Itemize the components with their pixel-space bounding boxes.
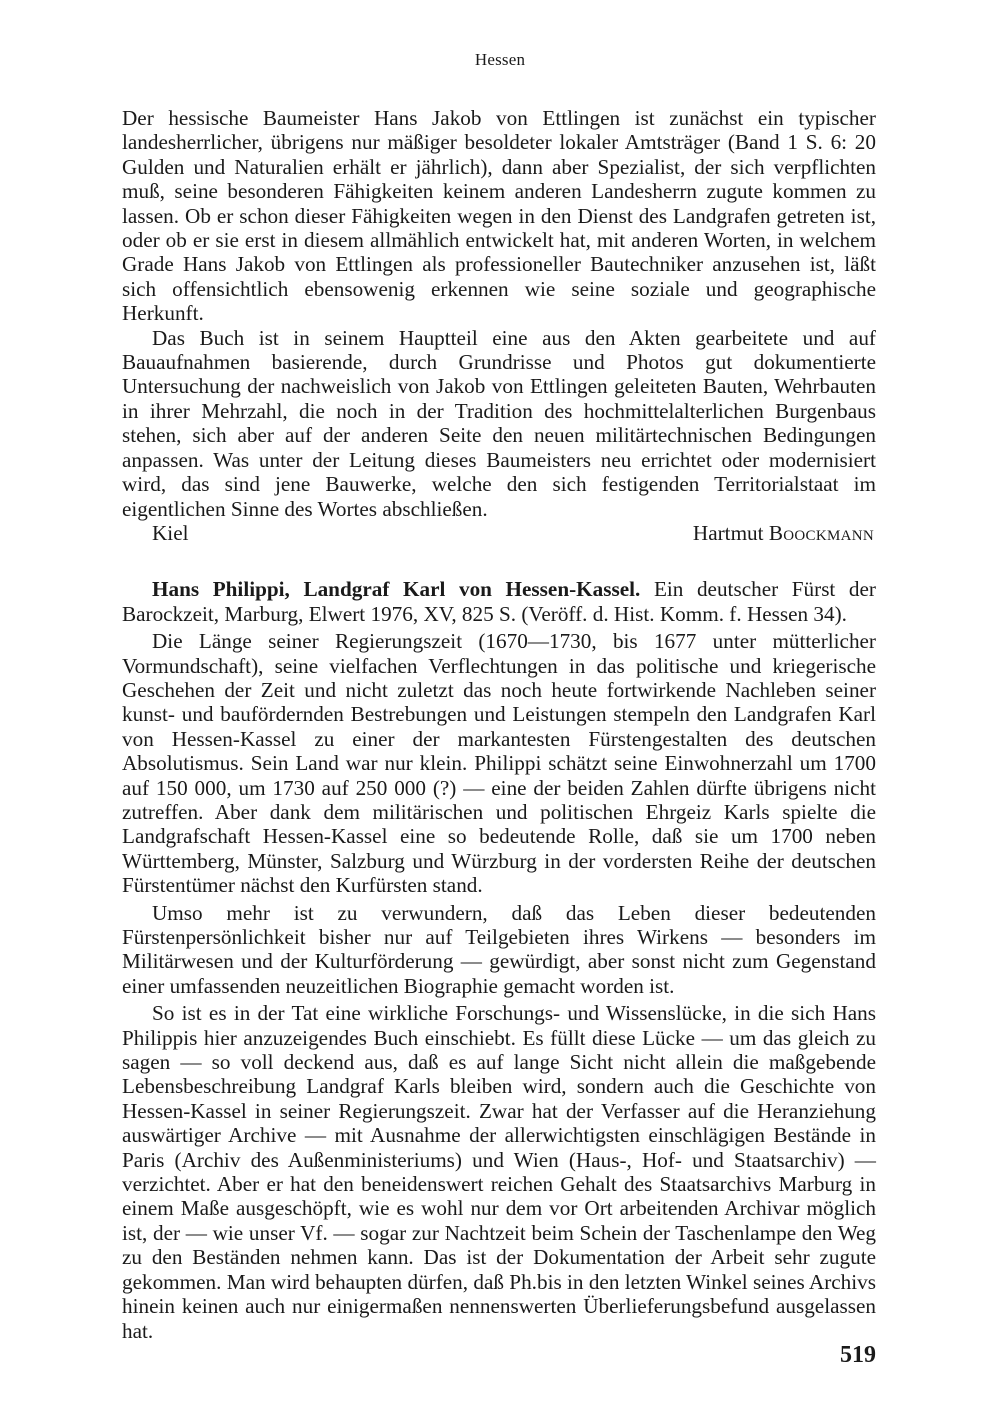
page-number: 519 [840,1342,876,1368]
book-citation: Ein deutscher Fürst der Barockzeit, Marburg, Elwert 1976, XV, 825 S. (Veröff. d. Hist. Komm. f. Hessen 34). [122,577,876,626]
review1-signature [122,521,876,545]
reviewer-name [693,521,874,545]
review2-paragraph-1: Die Länge seiner Regierungszeit (1670—1730, bis 1677 unter mütterlicher Vormundschaft), seine vielfachen Verflechtungen in das politische und kriegerische Geschehen der Zeit und nicht zuletzt das noch heute fortwirkende Nachleben seiner kunst- und baufördernden Bestrebungen und Leistungen stempeln den Landgrafen Karl von Hessen-Kassel zu einer der markantesten Fürstengestalten des deutschen Absolutismus. Sein Land war nur klein. Philippi schätzt seine Einwohnerzahl um 1700 auf 150 000, um 1730 auf 250 000 (?) — eine der beiden Zahlen dürfte übrigens nicht zutreffen. Aber dank dem militärischen und politischen Ehrgeiz Karls spielte die Landgrafschaft Hessen-Kassel eine so bedeutende Rolle, daß sie um 1700 neben Württemberg, Münster, Salzburg und Würzburg in der vordersten Reihe der deutschen Fürstentümer nächst den Kurfürsten stand. [122,629,876,898]
review1-paragraph-1: Der hessische Baumeister Hans Jakob von Ettlingen ist zunächst ein typischer landesherrlicher, übrigens nur mäßiger besoldeter lokaler Amtsträger (Band 1 S. 6: 20 Gulden und Naturalien erhält er jährlich), dann aber Spezialist, der sich verpflichten muß, seine besonderen Fähigkeiten keinem anderen Landesherrn zugute kommen zu lassen. Ob er schon dieser Fähigkeiten wegen in den Dienst des Landgrafen getreten ist, oder ob er sie erst in diesem allmählich entwickelt hat, mit anderen Worten, in welchem Grade Hans Jakob von Ettlingen als professioneller Bautechniker anzusehen ist, läßt sich offensichtlich ebensowenig erkennen wie seine soziale und geographische Herkunft. [122,106,876,326]
page-body [122,106,876,1343]
review2-paragraph-2: Umso mehr ist zu verwundern, daß das Leben dieser bedeutenden Fürstenpersönlichkeit bisher nur auf Teilgebieten ihres Wirkens — besonders im Militärwesen und der Kulturförderung — gewürdigt, aber sonst nicht zum Gegenstand einer umfassenden neuzeitlichen Biographie gemacht worden ist. [122,900,876,998]
reviewer-last-name: Boockmann [768,520,874,545]
review2-paragraph-3: So ist es in der Tat eine wirkliche Forschungs- und Wissenslücke, in die sich Hans Philippis hier anzuzeigendes Buch einschiebt. Es füllt diese Lücke — um das gleich zu sagen — so voll deckend aus, daß es auf lange Sicht nicht allein die maßgebende Lebensbeschreibung Landgraf Karls bleiben wird, sondern auch die Geschichte von Hessen-Kassel in seiner Regierungszeit. Zwar hat der Verfasser auf die Heranziehung auswärtiger Archive — mit Ausnahme der allerwichtigsten einschlägigen Bestände in Paris (Archiv des Außenministeriums) und Wien (Haus-, Hof- und Staatsarchiv) — verzichtet. Aber er hat den beneidenswert reichen Gehalt des Staatsarchivs Marburg in einem Maße ausgeschöpft, wie es wohl nur dem vor Ort arbeitenden Archivar möglich ist, der — wie unser Vf. — sogar zur Nachtzeit beim Schein der Taschenlampe den Weg zu den Beständen nehmen kann. Das ist der Dokumentation der Arbeit sehr zugute gekommen. Man wird behaupten dürfen, daß Ph.bis in den letzten Winkel seines Archivs hinein keinen auch nur einigermaßen nennenswerten Überlieferungsbefund ausgelassen hat. [122,1001,876,1343]
book-title: Hans Philippi, Landgraf Karl von Hessen-Kassel. [152,577,641,602]
review1-paragraph-2: Das Buch ist in seinem Hauptteil eine aus den Akten gearbeitete und auf Bauaufnahmen basierende, durch Grundrisse und Photos gut dokumentierte Untersuchung der nachweislich von Jakob von Ettlingen geleiteten Bauten, Wehrbauten in ihrer Mehrzahl, die noch in der Tradition des hochmittelalterlichen Burgenbaus stehen, sich aber auf der anderen Seite den neuen militärtechnischen Bedingungen anpassen. Was unter der Leitung dieses Baumeisters neu errichtet oder modernisiert wird, das sind jene Bauwerke, welche den sich festigenden Territorialstaat im eigentlichen Sinne des Wortes abschließen. [122,325,876,521]
section-spacer [122,545,876,577]
reviewer-first-name: Hartmut [692,520,764,545]
review2-title-block [122,577,876,626]
review-place: Kiel [152,520,189,545]
running-header: Hessen [474,50,526,69]
